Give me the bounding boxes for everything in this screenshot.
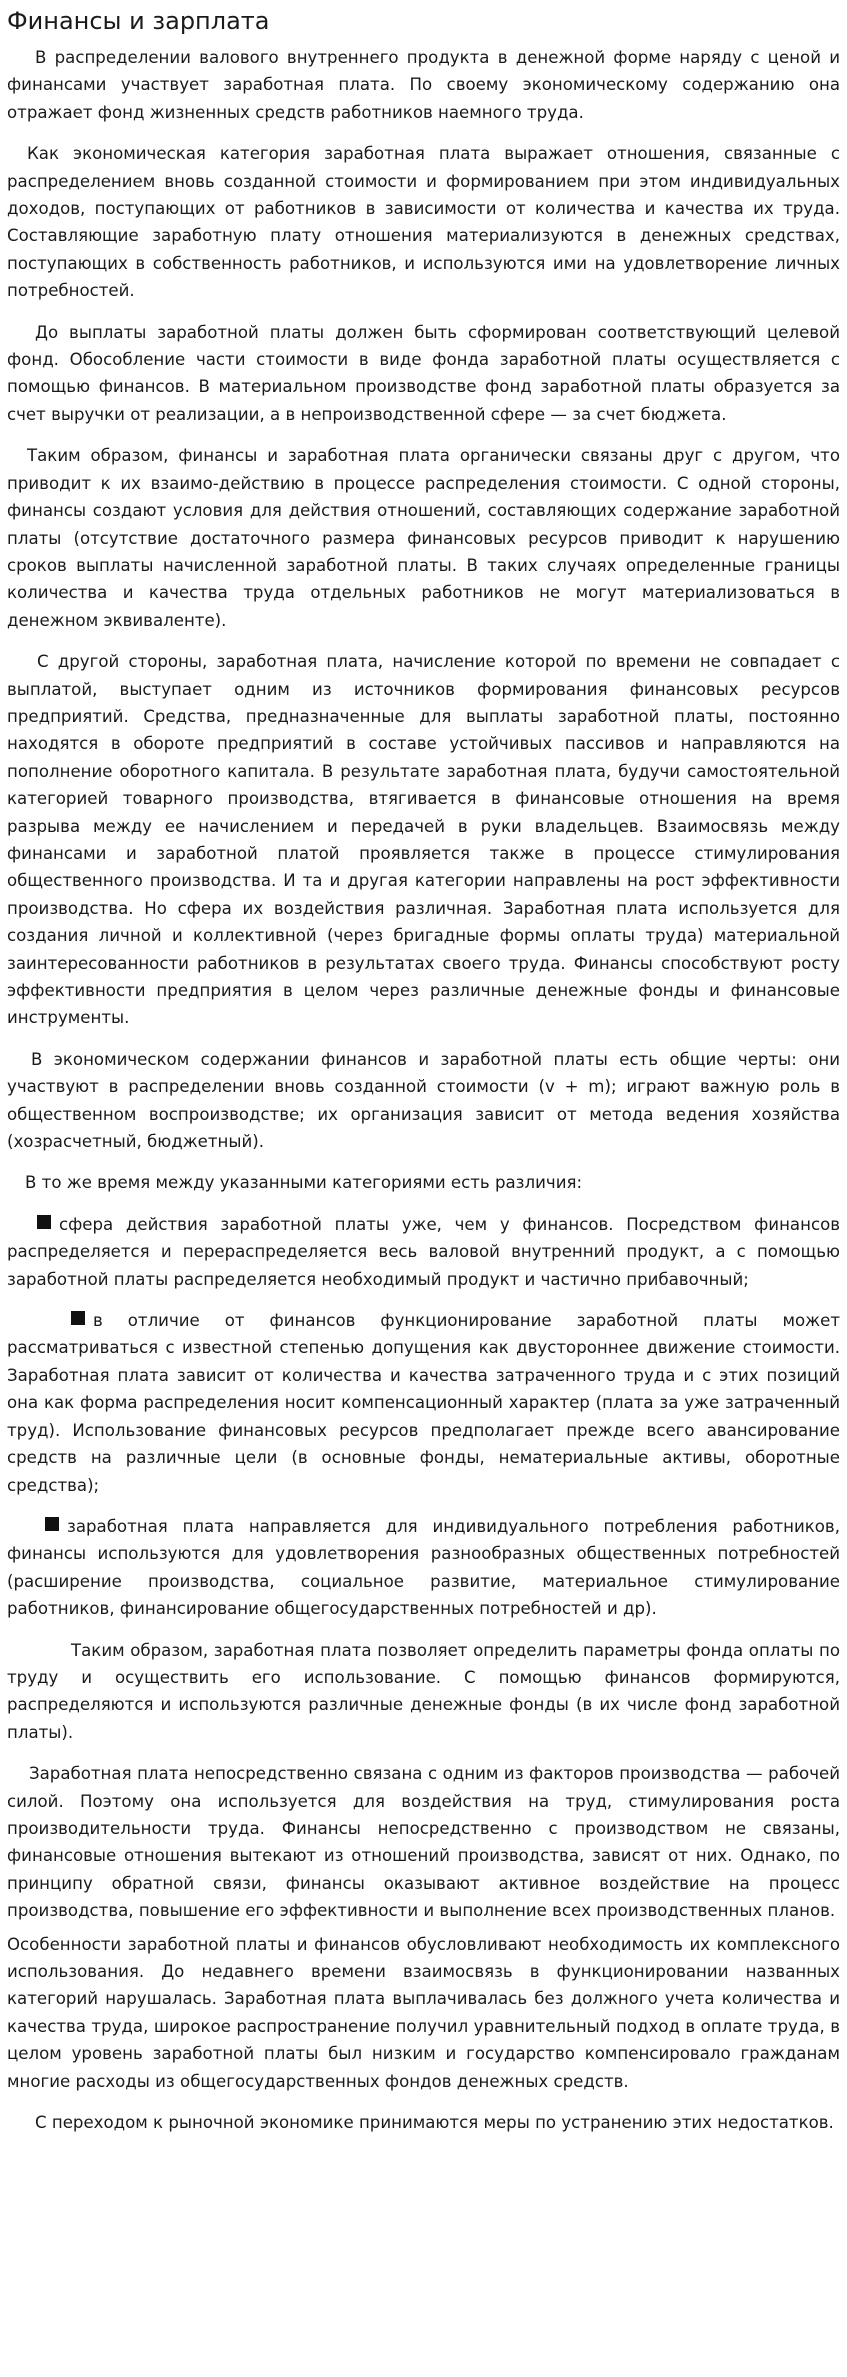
paragraph: Как экономическая категория заработная плата выражает отношения, связанные с распределением вновь созданной стоимости и формированием при этом индивидуальных доходов, поступающих от работников в зависимости от количества и качества их труда. Составляющие заработную плату отношения материализуются в денежных средствах, поступающих в собственность работников, и используются ими на удовлетворение личных потребностей. [7, 144, 840, 301]
list-item [7, 1307, 840, 1499]
page-title: Финансы и зарплата [7, 7, 270, 35]
list-item [7, 1513, 840, 1623]
list-item [7, 1211, 840, 1293]
paragraph: В то же время между указанными категориями есть различия: [25, 1173, 583, 1193]
bullet-square-icon [71, 1311, 85, 1325]
list-item-text: сфера действия заработной платы уже, чем у финансов. Посредством финансов распределяется и перераспределяется весь валовой внутренний продукт, а с помощью заработной платы распределяется необходимый продукт и частично прибавочный; [7, 1214, 840, 1289]
paragraph: С другой стороны, заработная плата, начисление которой по времени не совпадает с выплатой, выступает одним из источников формирования финансовых ресурсов предприятий. Средства, предназначенные для выплаты заработной платы, постоянно находятся в обороте предприятий в составе устойчивых пассивов и направляются на пополнение оборотного капитала. В результате заработная плата, будучи самостоятельной категорией товарного производства, втягивается в финансовые отношения на время разрыва между ее начислением и передачей в руки владельцев. Взаимосвязь между финансами и заработной платой проявляется также в процессе стимулирования общественного производства. И та и другая категории направлены на рост эффективности производства. Но сфера их воздействия различная. Заработная плата используется для создания личной и коллективной (через бригадные формы оплаты труда) материальной заинтересованности работников в результатах своего труда. Финансы способствуют росту эффективности предприятия в целом через различные денежные фонды и финансовые инструменты. [7, 652, 840, 1028]
paragraph: Особенности заработной платы и финансов обусловливают необходимость их комплексного использования. До недавнего времени взаимосвязь в функционировании названных категорий нарушалась. Заработная плата выплачивалась без должного учета количества и качества труда, широкое распространение получил уравнительный подход в оплате труда, в целом уровень заработной платы был низким и государство компенсировало гражданам многие расходы из общегосударственных фондов денежных средств. [7, 1934, 840, 2091]
paragraph: Таким образом, финансы и заработная плата органически связаны друг с другом, что приводит к их взаимо-действию в процессе распределения стоимости. С одной стороны, финансы создают условия для действия отношений, составляющих содержание заработной платы (отсутствие достаточного размера финансовых ресурсов приводит к нарушению сроков выплаты начисленной заработной платы. В таких случаях определенные границы количества и качества труда отдельных работников не могут материализоваться в денежном эквиваленте). [7, 446, 840, 630]
list-item-text: заработная плата направляется для индивидуального потребления работников, финансы используются для удовлетворения разнообразных общественных потребностей (расширение производства, социальное развитие, материальное стимулирование работников, финансирование общегосударственных потребностей и др). [7, 1516, 840, 1619]
paragraph: С переходом к рыночной экономике принимаются меры по устранению этих недостатков. [35, 2113, 834, 2133]
paragraph: Заработная плата непосредственно связана с одним из факторов производства — рабочей силой. Поэтому она используется для воздействия на труд, стимулирования роста производительности труда. Финансы непосредственно с производством не связаны, финансовые отношения вытекают из отношений производства, зависят от них. Однако, по принципу обратной связи, финансы оказывают активное воздействие на процесс производства, повышение его эффективности и выполнение всех производственных планов. [7, 1764, 840, 1921]
list-item-text: в отличие от финансов функционирование заработной платы может рассматриваться с известной степенью допущения как двустороннее движение стоимости. Заработная плата зависит от количества и качества затраченного труда и с этих позиций она как форма распределения носит компенсационный характер (плата за уже затраченный труд). Использование финансовых ресурсов предполагает прежде всего авансирование средств на различные цели (в основные фонды, нематериальные активы, оборотные средства); [7, 1311, 840, 1495]
bullet-square-icon [45, 1517, 59, 1531]
paragraph: Таким образом, заработная плата позволяет определить параметры фонда оплаты по труду и осуществить его использование. С помощью финансов формируются, распределяются и используются различные денежные фонды (в их числе фонд заработной платы). [7, 1640, 840, 1742]
paragraph: В экономическом содержании финансов и заработной платы есть общие черты: они участвуют в распределении вновь созданной стоимости (v + m); играют важную роль в общественном воспроизводстве; их организация зависит от метода ведения хозяйства (хозрасчетный, бюджетный). [7, 1049, 840, 1152]
bullet-square-icon [37, 1215, 51, 1229]
paragraph: До выплаты заработной платы должен быть сформирован соответствующий целевой фонд. Обособление части стоимости в виде фонда заработной платы осуществляется с помощью финансов. В материальном производстве фонд заработной платы образуется за счет выручки от реализации, а в непроизводственной сфере — за счет бюджета. [7, 322, 840, 424]
paragraph: В распределении валового внутреннего продукта в денежной форме наряду с ценой и финансами участвует заработная плата. По своему экономическому содержанию она отражает фонд жизненных средств работников наемного труда. [7, 48, 840, 122]
